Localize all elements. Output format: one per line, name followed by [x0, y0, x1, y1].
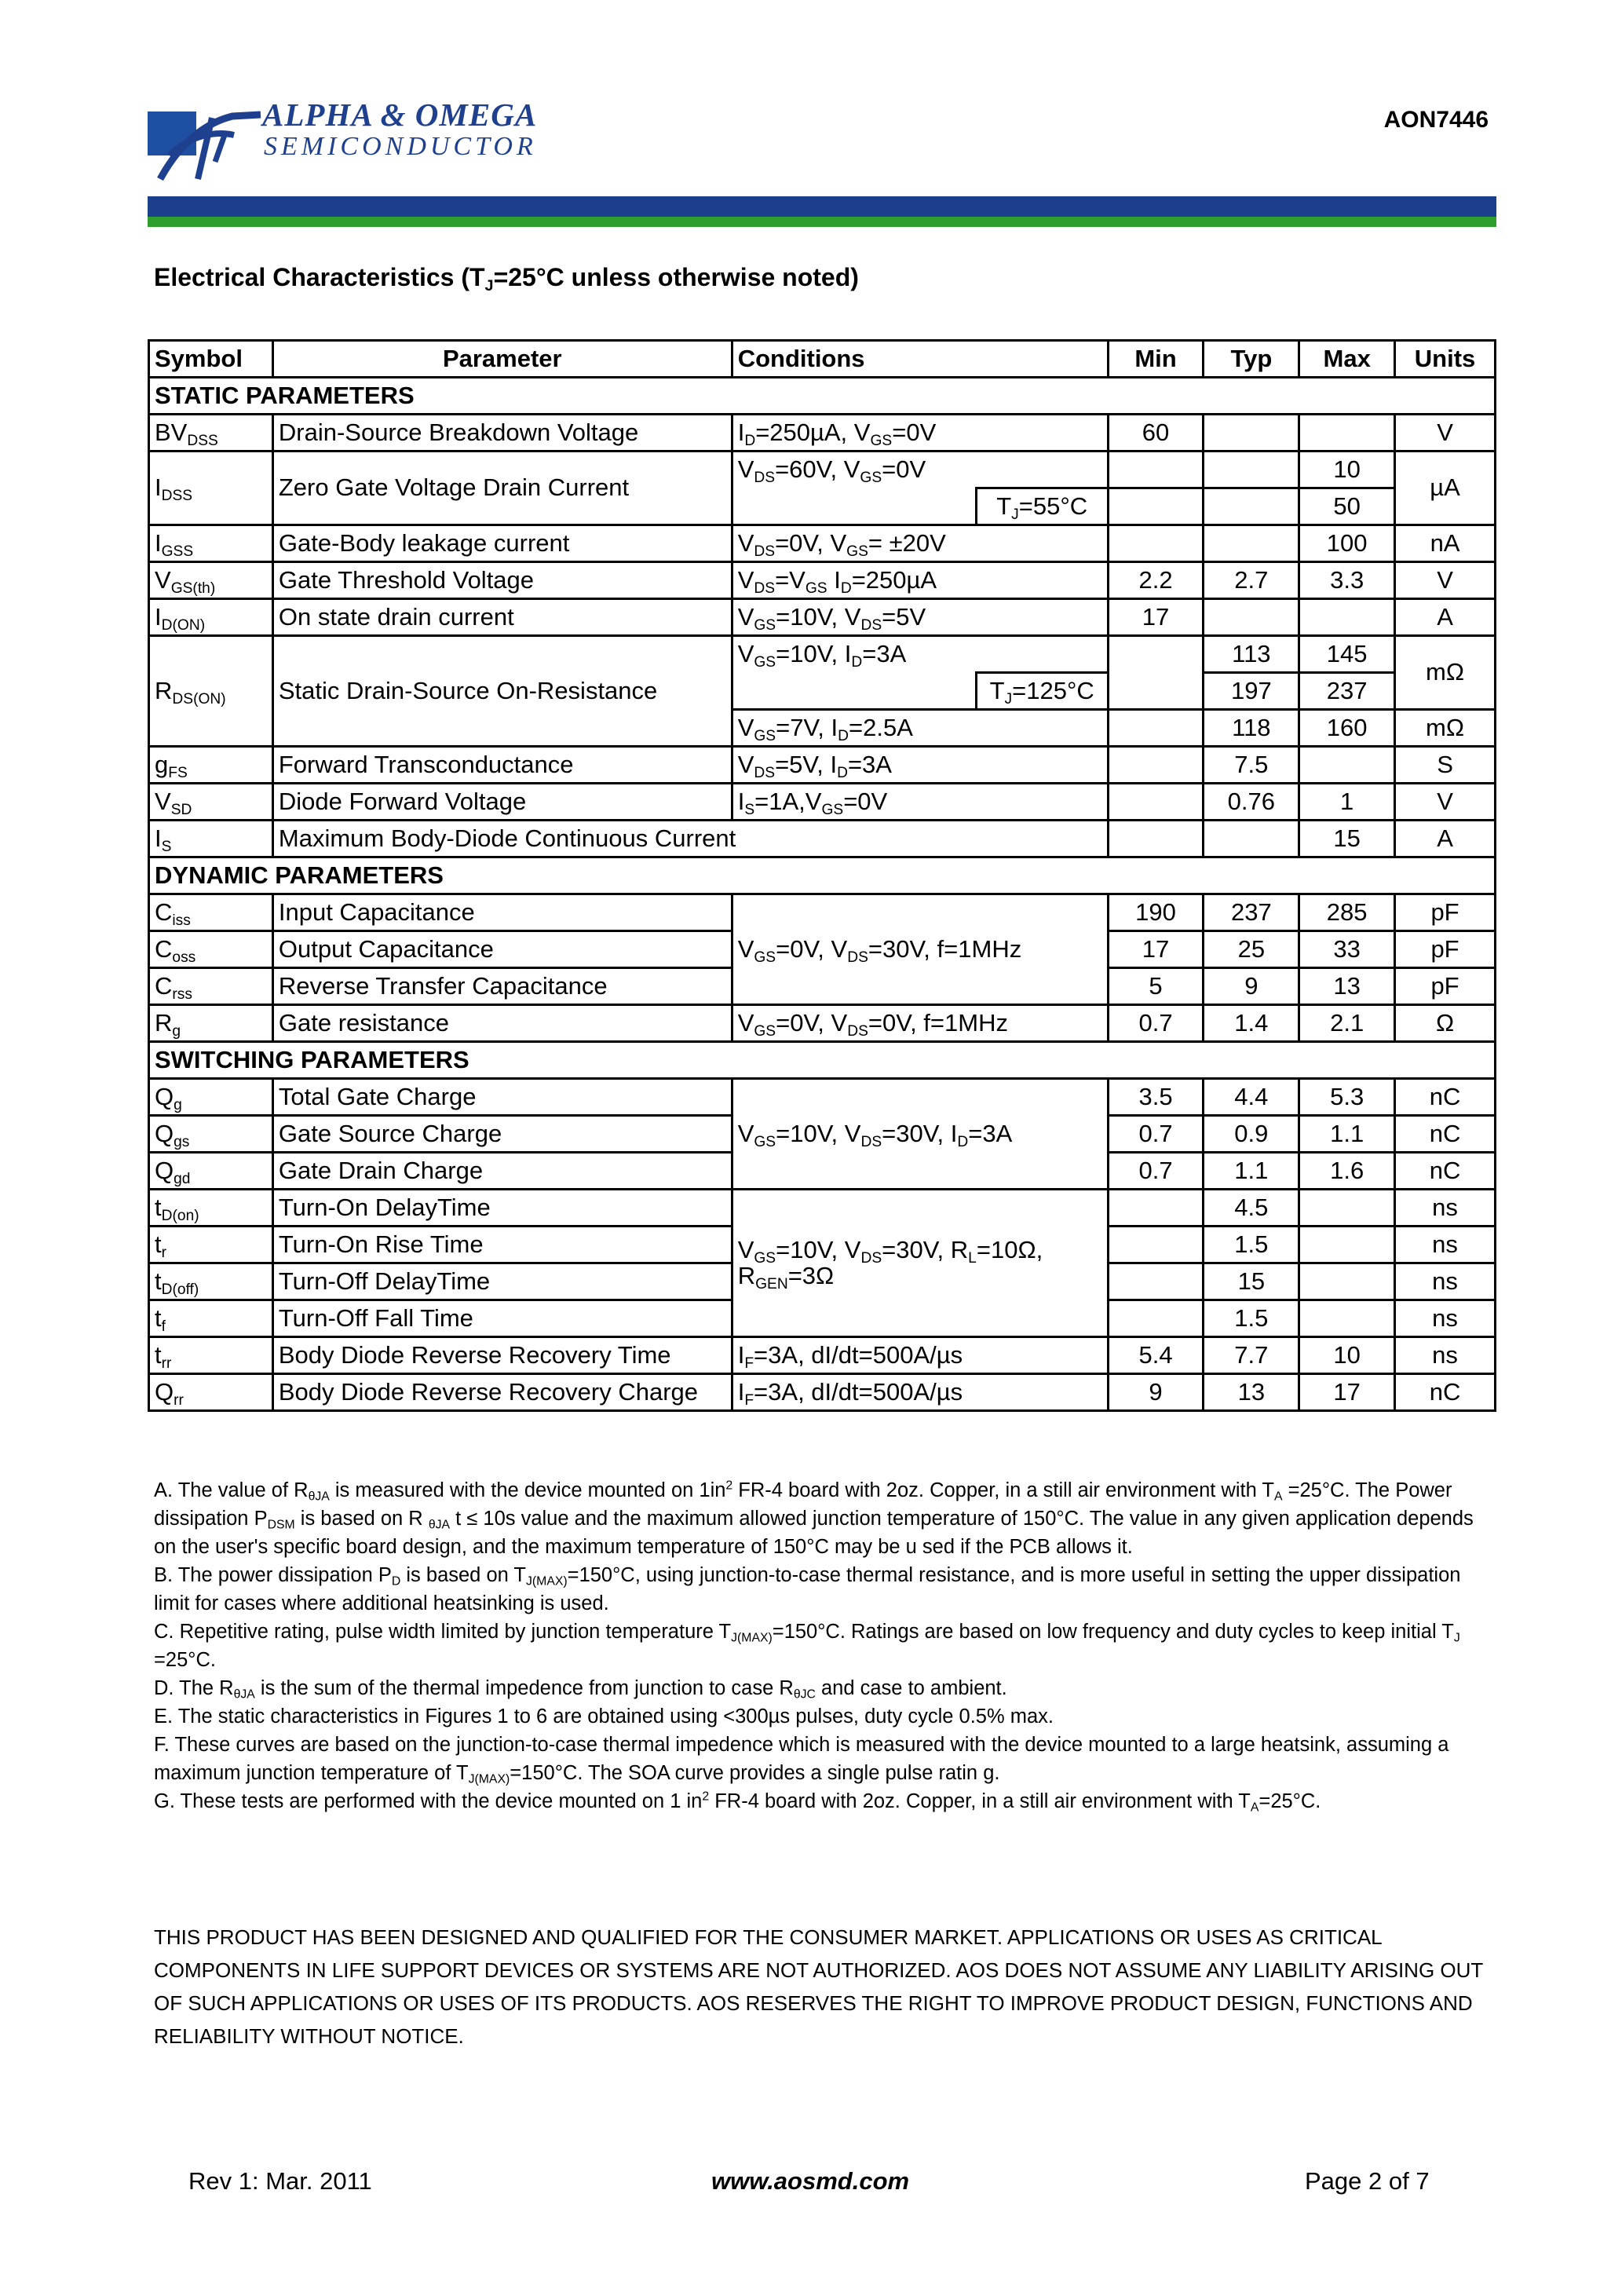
- section-row: [149, 857, 1496, 894]
- units-cell: V: [1395, 415, 1496, 452]
- header-min: Min: [1108, 341, 1204, 378]
- max-cell: 160: [1299, 710, 1395, 747]
- section-static: STATIC PARAMETERS: [149, 378, 1496, 415]
- typ-cell: [1204, 599, 1299, 636]
- brand-subtitle: SEMICONDUCTOR: [264, 132, 537, 161]
- units-cell: pF: [1395, 894, 1496, 931]
- typ-cell: 4.4: [1204, 1079, 1299, 1116]
- conditions-cell: $V_{GS}=10V$, $V_{DS}=30V$, $R_L=10\Omega$, $R_{GEN}=3\Omega$: [732, 1190, 1108, 1337]
- typ-cell: 1.5: [1204, 1227, 1299, 1263]
- conditions-cell: $V_{GS}=7V$, $I_D=2.5A$: [732, 710, 1108, 747]
- min-cell: [1108, 784, 1204, 821]
- condition-tj-cell: $T_J=125^\circ C$: [976, 673, 1108, 710]
- units-cell: nC: [1395, 1374, 1496, 1411]
- table-row: [149, 894, 1496, 931]
- typ-cell: 15: [1204, 1263, 1299, 1300]
- max-cell: 1: [1299, 784, 1395, 821]
- min-cell: [1108, 488, 1204, 525]
- units-cell: V: [1395, 784, 1496, 821]
- units-cell: ns: [1395, 1190, 1496, 1227]
- symbol-cell: $t_r$: [149, 1227, 273, 1263]
- parameter-cell: Input Capacitance: [272, 894, 732, 931]
- units-cell: S: [1395, 747, 1496, 784]
- typ-cell: [1204, 452, 1299, 488]
- min-cell: [1108, 452, 1204, 488]
- units-cell: V: [1395, 562, 1496, 599]
- section-title: Electrical Characteristics ($T_J=25^\circ C$ unless otherwise noted): [154, 263, 859, 294]
- conditions-cell: $I_S=1A,V_{GS}=0V$: [732, 784, 1108, 821]
- max-cell: [1299, 415, 1395, 452]
- min-cell: 9: [1108, 1374, 1204, 1411]
- section-switching: SWITCHING PARAMETERS: [149, 1042, 1496, 1079]
- parameter-cell: Output Capacitance: [272, 931, 732, 968]
- parameter-cell: Gate Source Charge: [272, 1116, 732, 1153]
- company-logo: [146, 93, 570, 195]
- min-cell: [1108, 1263, 1204, 1300]
- max-cell: [1299, 599, 1395, 636]
- conditions-cell: $V_{DS}=0V$, $V_{GS}= \pm 20V$: [732, 525, 1108, 562]
- units-cell: pF: [1395, 931, 1496, 968]
- min-cell: 3.5: [1108, 1079, 1204, 1116]
- units-cell: µA: [1395, 452, 1496, 525]
- conditions-cell: $I_F=3A$, dI/dt=500A/µs: [732, 1337, 1108, 1374]
- footnotes: [154, 1476, 1489, 1815]
- units-cell: mΩ: [1395, 710, 1496, 747]
- units-cell: nC: [1395, 1153, 1496, 1190]
- footnote-e: E. The static characteristics in Figures 1 to 6 are obtained using <300µs pulses, duty cycle 0.5% max.: [154, 1706, 1054, 1727]
- footnote-a: A. The value of $R_{\theta JA}$ is measured with the device mounted on $1in^2$ FR-4 board with 2oz. Copper, in a still air environment with $T_A =25^\circ C$. The Power dissipation $P_{DSM}$ is based on R $_{\theta JA}$ t ≤ 10s value and the maximum allowed junction temperature of 150°C. The value in any given application depends on the user's specific board design, and the maximum temperature of 150°C may be u sed if the PCB allows it.: [154, 1479, 1474, 1558]
- condition-tj-cell: $T_J=55^\circ C$: [976, 488, 1108, 525]
- max-cell: [1299, 1263, 1395, 1300]
- max-cell: 1.6: [1299, 1153, 1395, 1190]
- parameter-cell: Total Gate Charge: [272, 1079, 732, 1116]
- typ-cell: [1204, 415, 1299, 452]
- typ-cell: 0.76: [1204, 784, 1299, 821]
- parameter-cell: Static Drain-Source On-Resistance: [272, 636, 732, 747]
- aos-logo-icon: [146, 101, 262, 187]
- max-cell: 15: [1299, 821, 1395, 857]
- typ-cell: 113: [1204, 636, 1299, 673]
- symbol-cell: $BV_{DSS}$: [149, 415, 273, 452]
- typ-cell: 1.4: [1204, 1005, 1299, 1042]
- max-cell: 13: [1299, 968, 1395, 1005]
- typ-cell: 25: [1204, 931, 1299, 968]
- units-cell: A: [1395, 821, 1496, 857]
- max-cell: 237: [1299, 673, 1395, 710]
- units-cell: pF: [1395, 968, 1496, 1005]
- table-row: [149, 821, 1496, 857]
- typ-cell: 118: [1204, 710, 1299, 747]
- table-row: [149, 525, 1496, 562]
- symbol-cell: $t_f$: [149, 1300, 273, 1337]
- max-cell: [1299, 1190, 1395, 1227]
- parameter-cell: Drain-Source Breakdown Voltage: [272, 415, 732, 452]
- typ-cell: 4.5: [1204, 1190, 1299, 1227]
- header-units: Units: [1395, 341, 1496, 378]
- max-cell: 285: [1299, 894, 1395, 931]
- table-row: [149, 599, 1496, 636]
- min-cell: 17: [1108, 599, 1204, 636]
- parameter-cell: Diode Forward Voltage: [272, 784, 732, 821]
- typ-cell: 13: [1204, 1374, 1299, 1411]
- parameter-cell: Turn-Off Fall Time: [272, 1300, 732, 1337]
- table-row: [149, 1190, 1496, 1227]
- symbol-cell: $Q_{gs}$: [149, 1116, 273, 1153]
- units-cell: Ω: [1395, 1005, 1496, 1042]
- header-max: Max: [1299, 341, 1395, 378]
- typ-cell: 7.5: [1204, 747, 1299, 784]
- conditions-cell: $V_{GS}=0V$, $V_{DS}=0V$, f=1MHz: [732, 1005, 1108, 1042]
- max-cell: 10: [1299, 452, 1395, 488]
- max-cell: 2.1: [1299, 1005, 1395, 1042]
- max-cell: 10: [1299, 1337, 1395, 1374]
- units-cell: ns: [1395, 1263, 1496, 1300]
- max-cell: [1299, 1227, 1395, 1263]
- footer-url-link[interactable]: www.aosmd.com: [711, 2167, 910, 2195]
- symbol-cell: $I_{D(ON)}$: [149, 599, 273, 636]
- typ-cell: [1204, 488, 1299, 525]
- disclaimer: THIS PRODUCT HAS BEEN DESIGNED AND QUALIFIED FOR THE CONSUMER MARKET. APPLICATIONS OR USES AS CRITICAL COMPONENTS IN LIFE SUPPORT DEVICES OR SYSTEMS ARE NOT AUTHORIZED. AOS DOES NOT ASSUME ANY LIABILITY ARISING OUT OF SUCH APPLICATIONS OR USES OF ITS PRODUCTS. AOS RESERVES THE RIGHT TO IMPROVE PRODUCT DESIGN, FUNCTIONS AND RELIABILITY WITHOUT NOTICE.: [154, 1925, 1483, 2048]
- header-symbol: Symbol: [149, 341, 273, 378]
- min-cell: [1108, 1190, 1204, 1227]
- max-cell: 100: [1299, 525, 1395, 562]
- symbol-cell: $R_g$: [149, 1005, 273, 1042]
- max-cell: 5.3: [1299, 1079, 1395, 1116]
- units-cell: A: [1395, 599, 1496, 636]
- symbol-cell: $C_{rss}$: [149, 968, 273, 1005]
- typ-cell: 1.1: [1204, 1153, 1299, 1190]
- table-row: [149, 784, 1496, 821]
- min-cell: 17: [1108, 931, 1204, 968]
- max-cell: 50: [1299, 488, 1395, 525]
- parameter-cell: Turn-Off DelayTime: [272, 1263, 732, 1300]
- brand-name: ALPHA & OMEGA: [262, 97, 538, 133]
- typ-cell: 237: [1204, 894, 1299, 931]
- table-row: [149, 1079, 1496, 1116]
- typ-cell: 0.9: [1204, 1116, 1299, 1153]
- conditions-cell: $V_{GS}=10V$, $I_D=3A$: [732, 636, 1108, 673]
- table-row: [149, 452, 1496, 488]
- symbol-cell: $V_{GS(th)}$: [149, 562, 273, 599]
- units-cell: nA: [1395, 525, 1496, 562]
- conditions-cell: $I_D=250\mu A$, $V_{GS}=0V$: [732, 415, 1108, 452]
- units-cell: mΩ: [1395, 636, 1496, 710]
- min-cell: [1108, 1300, 1204, 1337]
- footnote-c: C. Repetitive rating, pulse width limited by junction temperature $T_{J(MAX)}=150^\circ C$. Ratings are based on low frequency and duty cycles to keep initial $T_J =25^\circ C$.: [154, 1621, 1460, 1671]
- table-header-row: [149, 341, 1496, 378]
- min-cell: 0.7: [1108, 1005, 1204, 1042]
- footer-page-number: Page 2 of 7: [1305, 2167, 1430, 2195]
- conditions-cell: $V_{DS}=V_{GS}$ $I_D=250\mu A$: [732, 562, 1108, 599]
- max-cell: 33: [1299, 931, 1395, 968]
- parameter-cell: Body Diode Reverse Recovery Charge: [272, 1374, 732, 1411]
- max-cell: [1299, 747, 1395, 784]
- parameter-cell: Reverse Transfer Capacitance: [272, 968, 732, 1005]
- symbol-cell: $I_{GSS}$: [149, 525, 273, 562]
- footnote-f: F. These curves are based on the junction-to-case thermal impedence which is measured with the device mounted to a large heatsink, assuming a maximum junction temperature of $T_{J(MAX)}=150^\circ C$. The SOA curve provides a single pulse ratin g.: [154, 1734, 1449, 1786]
- parameter-cell: Gate resistance: [272, 1005, 732, 1042]
- parameter-cell: Turn-On Rise Time: [272, 1227, 732, 1263]
- footnote-b: B. The power dissipation $P_D$ is based on $T_{J(MAX)}=150^\circ C$, using junction-to-case thermal resistance, and is more useful in setting the upper dissipation limit for cases where additional heatsinking is used.: [154, 1564, 1461, 1614]
- min-cell: [1108, 710, 1204, 747]
- conditions-cell: $V_{DS}=5V$, $I_D=3A$: [732, 747, 1108, 784]
- min-cell: [1108, 821, 1204, 857]
- table-row: [149, 1005, 1496, 1042]
- footnote-d: D. The $R_{\theta JA}$ is the sum of the thermal impedence from junction to case $R_{\theta JC}$ and case to ambient.: [154, 1677, 1007, 1702]
- symbol-cell: $t_{D(on)}$: [149, 1190, 273, 1227]
- conditions-cell: $V_{GS}=10V$, $V_{DS}=30V$, $I_D=3A$: [732, 1079, 1108, 1190]
- parameter-cell: Gate Drain Charge: [272, 1153, 732, 1190]
- units-cell: nC: [1395, 1079, 1496, 1116]
- max-cell: [1299, 1300, 1395, 1337]
- units-cell: ns: [1395, 1337, 1496, 1374]
- units-cell: ns: [1395, 1300, 1496, 1337]
- symbol-cell: $C_{iss}$: [149, 894, 273, 931]
- min-cell: 0.7: [1108, 1153, 1204, 1190]
- max-cell: 1.1: [1299, 1116, 1395, 1153]
- min-cell: 2.2: [1108, 562, 1204, 599]
- symbol-cell: $I_S$: [149, 821, 273, 857]
- typ-cell: 9: [1204, 968, 1299, 1005]
- symbol-cell: $t_{D(off)}$: [149, 1263, 273, 1300]
- typ-cell: 1.5: [1204, 1300, 1299, 1337]
- conditions-cell: $V_{GS}=10V$, $V_{DS}=5V$: [732, 599, 1108, 636]
- conditions-cell: [732, 488, 976, 525]
- parameter-cell: Maximum Body-Diode Continuous Current: [272, 821, 1108, 857]
- electrical-characteristics-table: [148, 339, 1496, 1412]
- conditions-cell: [732, 673, 976, 710]
- symbol-cell: $Q_{rr}$: [149, 1374, 273, 1411]
- max-cell: 3.3: [1299, 562, 1395, 599]
- header-conditions: Conditions: [732, 341, 1108, 378]
- table-row: [149, 562, 1496, 599]
- table-row: [149, 636, 1496, 673]
- table-row: [149, 1337, 1496, 1374]
- symbol-cell: $Q_g$: [149, 1079, 273, 1116]
- symbol-cell: $g_{FS}$: [149, 747, 273, 784]
- min-cell: [1108, 525, 1204, 562]
- min-cell: [1108, 1227, 1204, 1263]
- table-row: [149, 1374, 1496, 1411]
- symbol-cell: $Q_{gd}$: [149, 1153, 273, 1190]
- part-number: AON7446: [1383, 107, 1489, 133]
- typ-cell: 197: [1204, 673, 1299, 710]
- parameter-cell: Turn-On DelayTime: [272, 1190, 732, 1227]
- conditions-cell: $I_F=3A$, dI/dt=500A/µs: [732, 1374, 1108, 1411]
- max-cell: 17: [1299, 1374, 1395, 1411]
- typ-cell: 7.7: [1204, 1337, 1299, 1374]
- header-parameter: Parameter: [272, 341, 732, 378]
- parameter-cell: Gate Threshold Voltage: [272, 562, 732, 599]
- header-band-blue: [148, 196, 1496, 217]
- units-cell: nC: [1395, 1116, 1496, 1153]
- symbol-cell: $I_{DSS}$: [149, 452, 273, 525]
- min-cell: 60: [1108, 415, 1204, 452]
- min-cell: 5: [1108, 968, 1204, 1005]
- typ-cell: [1204, 821, 1299, 857]
- min-cell: [1108, 636, 1204, 710]
- parameter-cell: Body Diode Reverse Recovery Time: [272, 1337, 732, 1374]
- min-cell: 190: [1108, 894, 1204, 931]
- parameter-cell: Gate-Body leakage current: [272, 525, 732, 562]
- footnote-g: G. These tests are performed with the device mounted on 1 $in^2$ FR-4 board with 2oz. Copper, in a still air environment with $T_A=25^\circ C$.: [154, 1790, 1321, 1815]
- parameter-cell: Forward Transconductance: [272, 747, 732, 784]
- section-row: [149, 1042, 1496, 1079]
- header-band-green: [148, 217, 1496, 227]
- header-typ: Typ: [1204, 341, 1299, 378]
- typ-cell: [1204, 525, 1299, 562]
- table-row: [149, 415, 1496, 452]
- max-cell: 145: [1299, 636, 1395, 673]
- typ-cell: 2.7: [1204, 562, 1299, 599]
- min-cell: 0.7: [1108, 1116, 1204, 1153]
- footer-revision: Rev 1: Mar. 2011: [188, 2167, 372, 2195]
- units-cell: ns: [1395, 1227, 1496, 1263]
- symbol-cell: $t_{rr}$: [149, 1337, 273, 1374]
- conditions-cell: $V_{DS}=60V$, $V_{GS}=0V$: [732, 452, 1108, 488]
- parameter-cell: On state drain current: [272, 599, 732, 636]
- min-cell: 5.4: [1108, 1337, 1204, 1374]
- symbol-cell: $C_{oss}$: [149, 931, 273, 968]
- section-dynamic: DYNAMIC PARAMETERS: [149, 857, 1496, 894]
- section-row: [149, 378, 1496, 415]
- symbol-cell: $R_{DS(ON)}$: [149, 636, 273, 747]
- parameter-cell: Zero Gate Voltage Drain Current: [272, 452, 732, 525]
- conditions-cell: $V_{GS}=0V$, $V_{DS}=30V$, f=1MHz: [732, 894, 1108, 1005]
- min-cell: [1108, 747, 1204, 784]
- table-row: [149, 747, 1496, 784]
- symbol-cell: $V_{SD}$: [149, 784, 273, 821]
